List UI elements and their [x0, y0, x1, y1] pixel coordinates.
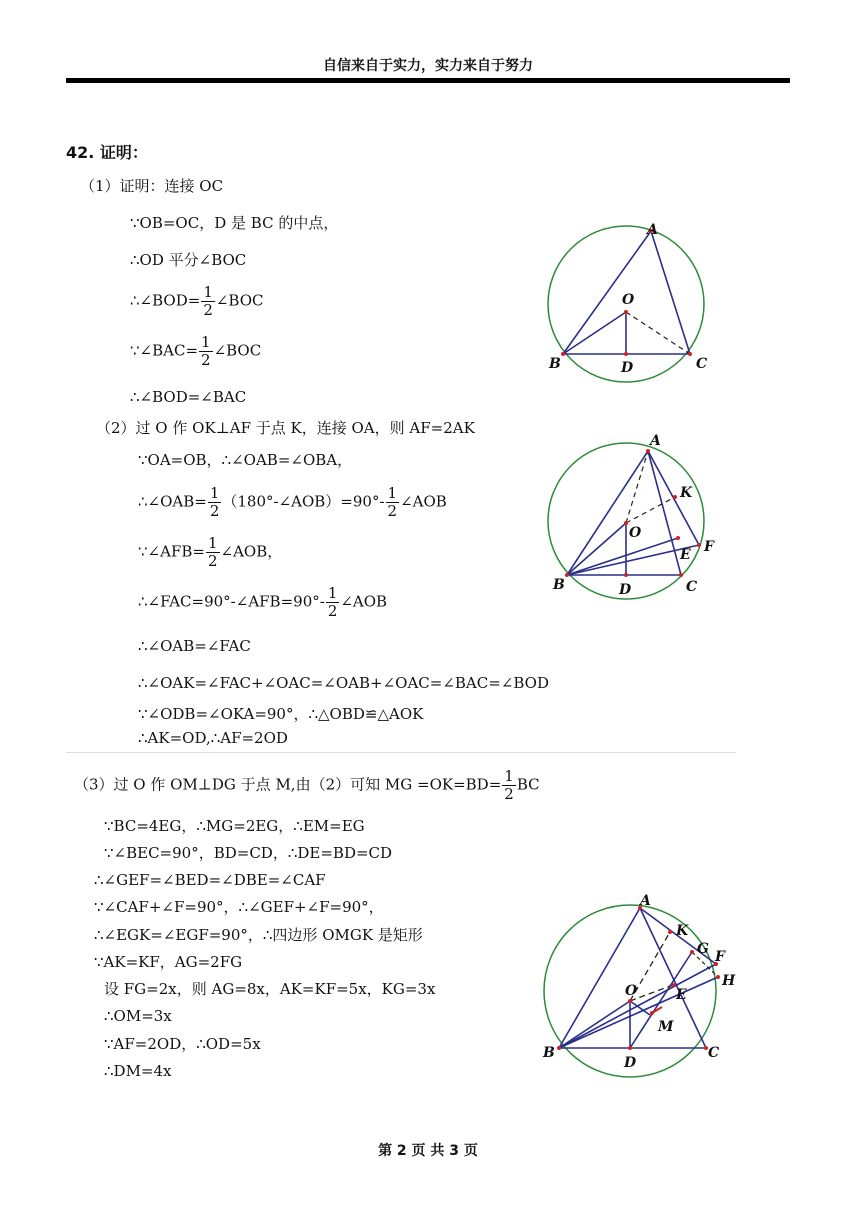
fraction-den: 2	[209, 502, 220, 520]
part2-line8: ∴AK=OD,∴AF=2OD	[138, 729, 288, 747]
label-A: A	[640, 893, 651, 909]
label-O: O	[625, 983, 638, 999]
label-D: D	[624, 1055, 637, 1071]
label-D: D	[621, 360, 634, 376]
label-C: C	[696, 356, 708, 372]
point-K	[668, 930, 672, 934]
part3-line3: ∴∠GEF=∠BED=∠DBE=∠CAF	[94, 871, 326, 889]
segment-AB	[563, 231, 651, 354]
fraction-half	[208, 485, 222, 520]
fraction-den: 2	[504, 785, 514, 803]
fraction-num: 1	[504, 767, 514, 785]
segment-OK-dashed	[626, 497, 675, 523]
part1-line1: ∵OB=OC，D 是 BC 的中点，	[130, 214, 339, 232]
part3-line7: 设 FG=2x，则 AG=8x，AK=KF=5x，KG=3x	[104, 980, 436, 998]
label-B: B	[549, 356, 561, 372]
section-divider	[66, 752, 736, 753]
part2-line6: ∴∠OAK=∠FAC+∠OAC=∠OAB+∠OAC=∠BAC=∠BOD	[138, 674, 550, 692]
part1-line4	[130, 334, 261, 369]
fraction-half	[201, 284, 215, 319]
part2-line3-pre: ∵∠AFB=	[138, 542, 205, 561]
page-footer: 第 2 页 共 3 页	[378, 1143, 478, 1159]
part2-line3-post: ∠AOB，	[220, 542, 283, 561]
part1-line3-pre: ∴∠BOD=	[130, 291, 201, 310]
part1-line3	[130, 284, 264, 319]
label-O: O	[622, 292, 635, 308]
question-title: 42. 证明：	[66, 143, 148, 162]
figure1-diagram	[535, 220, 725, 400]
label-F: F	[715, 949, 725, 965]
fraction-num: 1	[387, 484, 398, 502]
label-E: E	[676, 987, 687, 1003]
part2-line5: ∴∠OAB=∠FAC	[138, 637, 251, 655]
point-E	[671, 983, 675, 987]
part2-line7: ∵∠ODB=∠OKA=90°，∴△OBD≌△AOK	[138, 705, 424, 723]
fraction-half	[326, 585, 340, 620]
point-O	[624, 310, 628, 314]
part3-line5: ∴∠EGK=∠EGF=90°，∴四边形 OMGK 是矩形	[94, 926, 423, 944]
part1-intro: （1）证明：连接 OC	[80, 177, 224, 195]
point-G	[690, 950, 694, 954]
part1-line4-post: ∠BOC	[213, 341, 262, 360]
label-K: K	[680, 485, 693, 501]
label-A: A	[647, 222, 658, 238]
point-B	[561, 352, 565, 356]
part3-line2: ∵∠BEC=90°，BD=CD，∴DE=BD=CD	[104, 844, 393, 862]
segment-OB	[563, 312, 626, 354]
point-C	[679, 573, 683, 577]
part3-line4: ∵∠CAF+∠F=90°，∴∠GEF+∠F=90°，	[94, 898, 384, 916]
fraction-num: 1	[203, 283, 213, 301]
part2-line4-pre: ∴∠FAC=90°-∠AFB=90°-	[138, 592, 325, 611]
segment-AC	[651, 231, 690, 354]
label-E: E	[680, 547, 691, 563]
part3-line9: ∵AF=2OD，∴OD=5x	[104, 1035, 261, 1053]
part3-line10: ∴DM=4x	[104, 1062, 172, 1080]
part2-line4	[138, 585, 387, 620]
fraction-half	[206, 535, 220, 570]
part3-line1: ∵BC=4EG，∴MG=2EG，∴EM=EG	[104, 817, 365, 835]
part2-line2-post: ∠AOB	[400, 492, 447, 511]
segment-BE	[567, 538, 678, 575]
fraction-num: 1	[327, 584, 338, 602]
part3-intro-pre: （3）过 O 作 OM⊥DG 于点 M,由（2）可知 MG =OK=BD=	[74, 775, 502, 794]
fraction-num: 1	[207, 534, 218, 552]
part3-intro-post: BC	[516, 775, 540, 794]
part2-line3	[138, 535, 282, 570]
fraction-den: 2	[387, 502, 398, 520]
point-E	[676, 536, 680, 540]
label-H: H	[722, 973, 736, 989]
part2-line2-mid: （180°-∠AOB）=90°-	[222, 492, 385, 511]
fraction-num: 1	[201, 333, 211, 351]
fraction-den: 2	[203, 301, 213, 319]
part2-line2-pre: ∴∠OAB=	[138, 492, 207, 511]
figure3-diagram	[530, 885, 745, 1090]
part2-line4-post: ∠AOB	[340, 592, 388, 611]
part2-line2	[138, 485, 447, 520]
label-M: M	[658, 1019, 674, 1035]
fraction-den: 2	[207, 552, 218, 570]
label-K: K	[676, 923, 689, 939]
point-O	[624, 521, 628, 525]
part3-line8: ∴OM=3x	[104, 1007, 172, 1025]
header-rule	[66, 78, 790, 83]
part1-line4-pre: ∵∠BAC=	[130, 341, 199, 360]
part1-line3-post: ∠BOC	[215, 291, 264, 310]
fraction-num: 1	[209, 484, 220, 502]
segment-BH	[559, 977, 718, 1048]
point-O	[628, 999, 632, 1003]
label-D: D	[619, 582, 632, 598]
point-K	[673, 495, 677, 499]
label-B: B	[543, 1045, 555, 1061]
label-C: C	[686, 579, 698, 595]
label-B: B	[553, 577, 565, 593]
point-B	[557, 1046, 561, 1050]
part1-line5: ∴∠BOD=∠BAC	[130, 388, 247, 406]
label-C: C	[708, 1045, 720, 1061]
segment-OC-dashed	[626, 312, 690, 354]
label-F: F	[704, 539, 714, 555]
part1-line2: ∴OD 平分∠BOC	[130, 251, 247, 269]
segment-AB	[567, 451, 648, 575]
part2-intro: （2）过 O 作 OK⊥AF 于点 K，连接 OA，则 AF=2AK	[96, 419, 475, 437]
segment-OA-dashed	[626, 451, 648, 523]
point-D	[624, 352, 628, 356]
label-A: A	[650, 433, 661, 449]
point-D	[624, 573, 628, 577]
figure2-diagram	[535, 425, 735, 610]
part3-intro	[74, 768, 540, 803]
part2-line1: ∵OA=OB，∴∠OAB=∠OBA，	[138, 451, 353, 469]
point-D	[628, 1046, 632, 1050]
point-M	[650, 1011, 654, 1015]
fraction-half	[386, 485, 400, 520]
segment-AC	[648, 451, 681, 575]
fraction-half	[199, 334, 213, 369]
page-header-title: 自信来自于实力，实力来自于努力	[323, 58, 533, 74]
point-H	[716, 975, 720, 979]
label-O: O	[629, 525, 642, 541]
cropped-text-line	[100, 1086, 290, 1092]
fraction-den: 2	[327, 602, 338, 620]
fraction-den: 2	[201, 351, 211, 369]
part3-line6: ∵AK=KF，AG=2FG	[94, 953, 243, 971]
segment-OB	[559, 1001, 630, 1048]
point-B	[565, 573, 569, 577]
fraction-half	[502, 768, 516, 803]
label-G: G	[697, 941, 709, 957]
point-A	[646, 449, 650, 453]
point-C	[688, 352, 692, 356]
point-F	[697, 543, 701, 547]
